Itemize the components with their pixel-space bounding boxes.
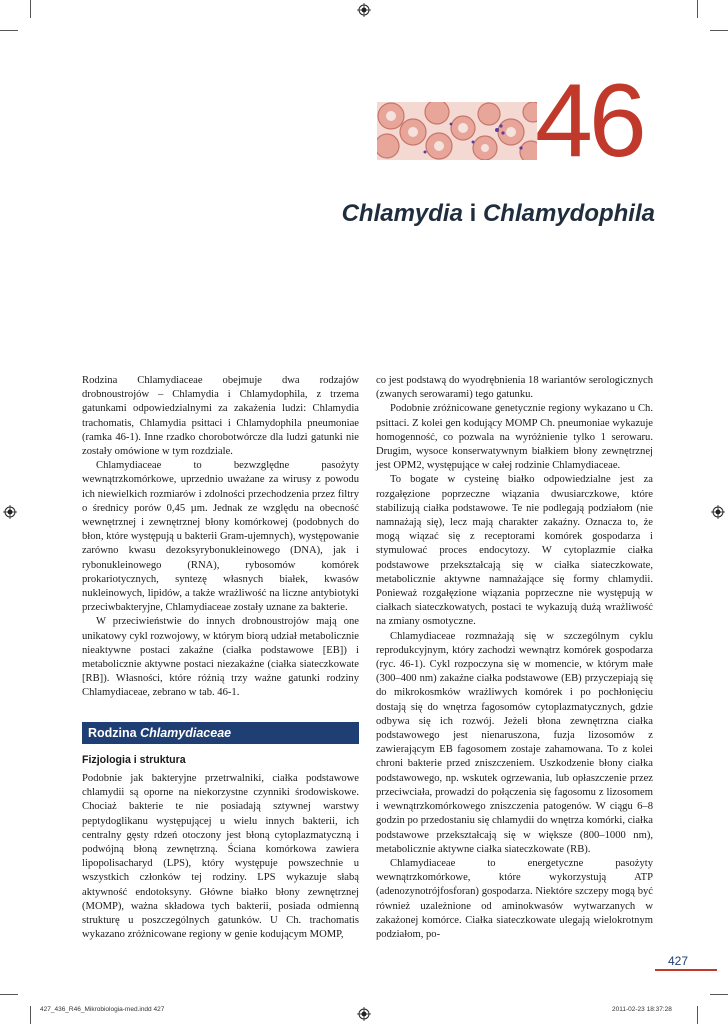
crop-mark <box>30 0 31 18</box>
paragraph: Chlamydiaceae rozmnażają się w szczególnym cyklu reprodukcyjnym, który zachodzi wewnątrz komórek gospodarza (ryc. 46-1). Cykl rozpoczyna się w momencie, w którym małe (300–400 nm) zakaźne ciałka podstawowe (EB) przyczepiają się do mikrokosmków wrażliwych komórek i po pochłonięciu dostają się do wnętrza fagosomów cytoplazmatycznych, gdzie odbywa się ich rozwój. Jeżeli błona zewnętrzna ciałka podstawowego jest nienaruszona, fuzja lizosomów z zawierającym EB fagosomem zostaje zahamowana. To z kolei chroni bakterie przed zniszczeniem. Uszkodzenie błony ciałka podstawowego, np. wskutek ogrzewania, lub opłaszczenie przez przeciwciała, prowadzi do połączenia się fagosomu z lizosomem i wewnątrzkomórkowego zniszczenia patogenów. W ciągu 6–8 godzin po przedostaniu się chlamydii do wnętrza komórki, ciałka podstawowe przekształcają się w większe (800–1000 nm), metabolicznie aktywne ciałka siateczkowate (RB). <box>376 630 653 855</box>
registration-mark-icon <box>357 1007 371 1021</box>
crop-mark <box>710 30 728 31</box>
crop-mark <box>710 994 728 995</box>
text-column-left-lower <box>82 772 359 942</box>
title-genus-1: Chlamydia <box>341 200 463 227</box>
paragraph: W przeciwieństwie do innych drobnoustrojów mają one unikatowy cykl rozwojowy, w którym biorą udział metabolicznie nieaktywne postaci zakaźne (ciałka podstawowe [EB]) i metabolicznie aktywne postaci niezakaźne (ciałka siateczkowate [RB]). Własności, które różnią trzy ważne gatunki rodziny Chlamydiaceae, zebrano w tab. 46-1. <box>82 616 359 699</box>
section-heading-bar <box>82 722 359 744</box>
paragraph: co jest podstawą do wyodrębnienia 18 wariantów serologicznych (zwanych serowarami) tego gatunku. <box>376 375 653 401</box>
chapter-micrograph-image <box>377 102 537 160</box>
registration-mark-icon <box>711 505 725 519</box>
paragraph: To bogate w cysteinę białko odpowiedzialne jest za rozgałęzione poprzeczne wiązania dwusiarczkowe, które stabilizują ciałka podstawowe. Te nie podlegają podziałom (nie namnażają się), lecz mają charakter zakaźny. Oznacza to, że mogą wiązać się z receptorami komórek gospodarza i stymulować proces endocytozy. W cytoplazmie ciałka podstawowe przekształcają się w ciałka siateczkowate, metabolicznie aktywne namnażające się formy chlamydii. Ponieważ rozgałęzione wiązania poprzeczne nie występują w ciałkach siateczkowatych, postaci te wykazują dużą wrażliwość na zmiany osmotyczne. <box>376 474 653 628</box>
footer-timestamp: 2011-02-23 18:37:28 <box>612 1006 672 1013</box>
title-genus-2: Chlamydophila <box>482 200 655 227</box>
paragraph: Chlamydiaceae to energetyczne pasożyty wewnątrzkomórkowe, które wykorzystują ATP (adenozynotrójfosforan) gospodarza. Niektóre szczepy mogą być również uzależnione od aminokwasów wytwarzanych w zakażonej komórce. Ciałka siateczkowate ulegają wielokrotnym podziałom, po- <box>376 857 653 940</box>
page-number-rule <box>655 969 717 971</box>
chapter-title <box>300 200 655 228</box>
crop-mark <box>30 1006 31 1024</box>
footer-file-name: 427_436_R46_Mikrobiologia-med.indd 427 <box>40 1006 165 1013</box>
paragraph: Podobnie jak bakteryjne przetrwalniki, ciałka podstawowe chlamydii są oporne na niekorzystne czynniki środowiskowe. Chociaż bakterie te nie posiadają sztywnej warstwy peptydoglikanu występującej u wielu innych bakterii, ich centralny gęsty rdzeń otoczony jest błoną cytoplazmatyczną i podwójną błoną zewnętrzną. Ściana komórkowa zawiera lipopolisacharyd (LPS), który występuje powszechnie u wszystkich członków tej rodziny. LPS wykazuje słabą aktywność endotoksyny. Główne białko błony zewnętrznej (MOMP), ważna składowa tych bakterii, posiada odmienną strukturę u poszczególnych gatunków. U Ch. trachomatis wykazano zróżnicowane regiony w genie kodującym MOMP, <box>82 773 359 941</box>
subheading: Fizjologia i struktura <box>82 754 186 766</box>
registration-mark-icon <box>3 505 17 519</box>
paragraph: Chlamydiaceae to bezwzględne pasożyty wewnątrzkomórkowe, uprzednio uważane za wirusy z powodu ich niewielkich rozmiarów i zdolności przechodzenia przez filtry o średnicy porów 0,45 µm. Jednak ze względu na obecność wewnętrznej i zewnętrznej błony komórkowej (podobnych do błon, które występują u bakterii Gram-ujemnych), występowanie zarówno kwasu dezoksyrybonukleinowego (DNA), jak i rybonukleinowego (RNA), rybosomów komórek prokariotycznych, syntezę własnych białek, kwasów nukleinowych, lipidów, a także wrażliwość na liczne antybiotyki przeciwbakteryjne, Chlamydiaceae zostały uznane za bakterie. <box>82 460 359 614</box>
crop-mark <box>0 30 18 31</box>
text-column-right <box>376 374 653 942</box>
crop-mark <box>697 1006 698 1024</box>
registration-mark-icon <box>357 3 371 17</box>
page-number: 427 <box>668 954 689 968</box>
section-heading-name: Chlamydiaceae <box>140 726 232 740</box>
crop-mark <box>0 994 18 995</box>
chapter-number: 46 <box>535 63 643 179</box>
paragraph: Rodzina Chlamydiaceae obejmuje dwa rodzajów drobnoustrojów – Chlamydia i Chlamydophila, z trzema gatunkami odpowiedzialnymi za zakażenia ludzi: Chlamydia trachomatis, Chlamydia psittaci i Chlamydophila pneumoniae (ramka 46-1). Inne rzadko chorobotwórcze dla ludzi gatunki nie zostały omówione w tym rozdziale. <box>82 375 359 458</box>
paragraph: Podobnie zróżnicowane genetycznie regiony wykazano u Ch. psittaci. Z kolei gen kodujący MOMP Ch. pneumoniae wykazuje homogenność, co pozwala na wyróżnienie tylko 1 serowaru. Drugim, wysoce konserwatywnym białkiem błony zewnętrznej jest OPM2, występujące w całej rodzinie Chlamydiaceae. <box>376 403 653 472</box>
crop-mark <box>697 0 698 18</box>
section-heading-prefix: Rodzina <box>88 726 141 740</box>
text-column-left <box>82 374 359 701</box>
title-join: i <box>462 200 483 227</box>
